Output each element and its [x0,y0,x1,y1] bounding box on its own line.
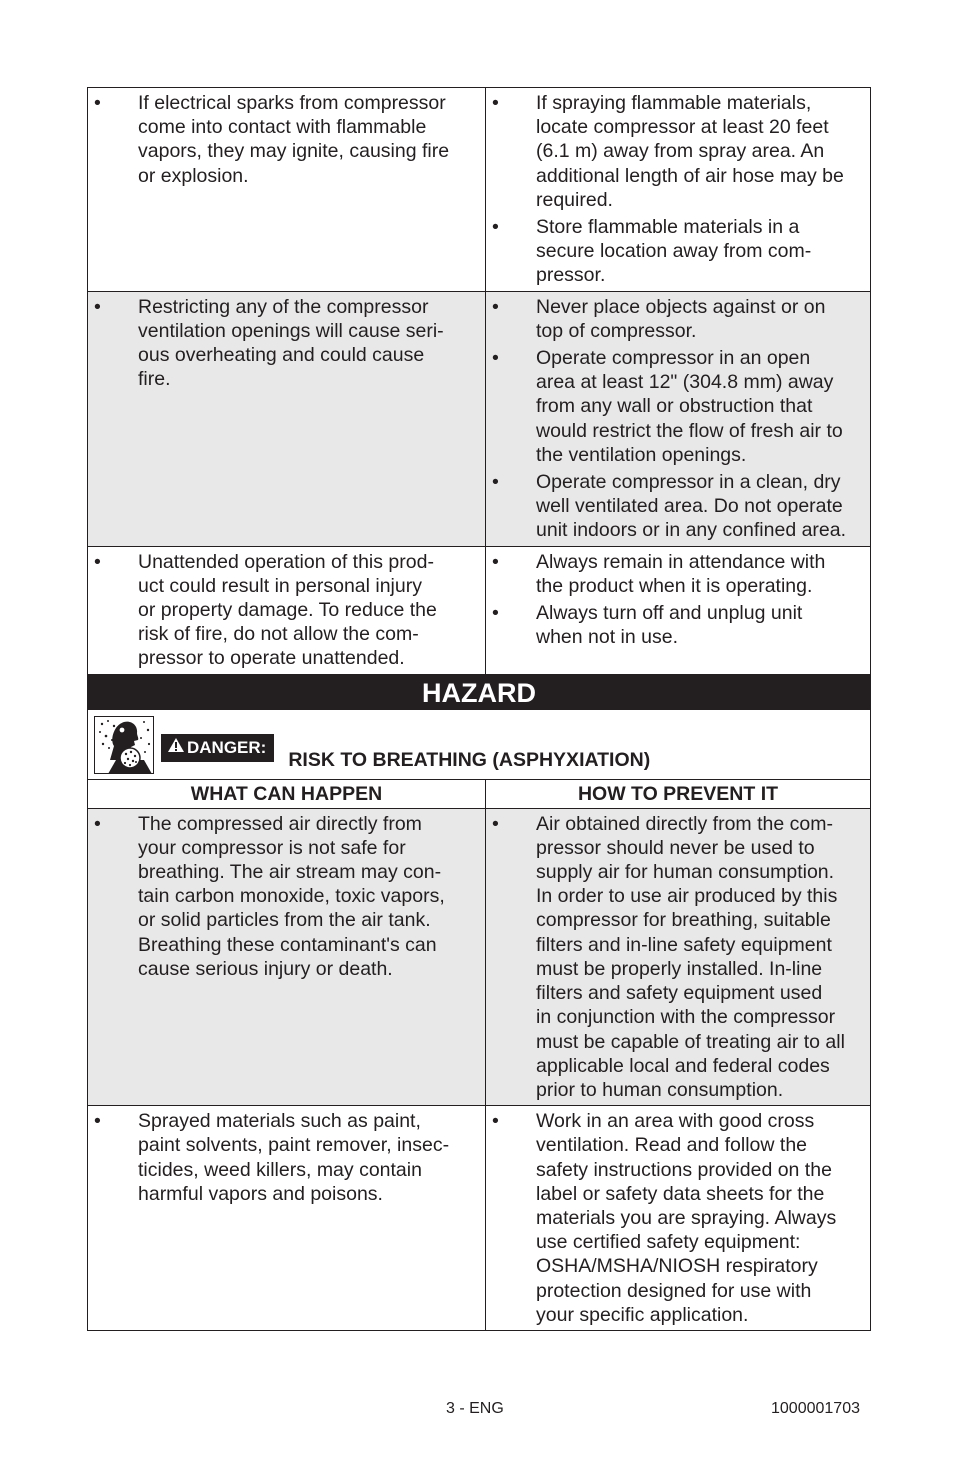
bullet: • [492,602,499,625]
how-to-prevent-cell [486,1106,871,1331]
list-item [486,470,862,543]
bullet: • [94,92,101,114]
table-row [88,291,871,546]
list-item-text: Restricting any of the compressor ventilation openings will cause seri- ous overheating and could cause fire. [138,295,444,391]
how-to-prevent-cell [486,546,871,674]
list-item-text: The compressed air directly from your compressor is not safe for breathing. The air stream may con- tain carbon monoxide, toxic vapors, or solid particles from the air tank. Breathing these contaminant's can cause serious injury or death. [138,812,445,980]
list-item [88,812,477,981]
table-row [88,1106,871,1331]
list-item [486,812,862,1102]
list-item-text: If electrical sparks from compressor come into contact with flammable vapors, they may ignite, causing fire or explosion. [138,92,450,187]
how-to-prevent-header: HOW TO PREVENT IT [486,779,871,808]
list-item-text: Sprayed materials such as paint, paint solvents, paint remover, insec- ticides, weed killers, may contain harmful vapors and poisons. [138,1110,450,1205]
bullet: • [492,812,499,835]
bullet: • [94,550,101,573]
list-item [486,550,862,598]
list-item-text: If spraying flammable materials, locate compressor at least 20 feet (6.1 m) away from spray area. An additional length of air hose may be required. [536,92,844,211]
danger-label: DANGER: [187,737,267,757]
bullet: • [492,550,499,573]
what-can-happen-cell [88,88,486,292]
bullet: • [492,471,499,494]
list-item [486,91,862,212]
danger-badge [161,734,274,762]
what-can-happen-cell [88,546,486,674]
bullet: • [492,92,499,114]
list-item-text: Always remain in attendance with the product when it is operating. [536,550,826,597]
table-row [88,546,871,674]
bullet: • [94,295,101,318]
list-item [486,215,862,288]
table-row [88,808,871,1105]
list-item [486,295,862,343]
list-item [486,1109,862,1327]
document-number: 1000001703 [771,1400,860,1417]
list-item [88,295,477,392]
what-can-happen-cell [88,1106,486,1331]
hazard-title: HAZARD [88,674,871,709]
list-item [486,601,862,649]
bullet: • [492,1110,499,1133]
list-item [88,1109,477,1206]
what-can-happen-cell [88,291,486,546]
safety-table [87,87,871,1331]
bullet: • [94,1110,101,1133]
list-item-text: Always turn off and unplug unit when not in use. [536,602,803,649]
list-item-text: Unattended operation of this prod- uct could result in personal injury or property damage. To reduce the risk of fire, do not allow the com- pressor to operate unattended. [138,550,437,670]
page-number: 3 - ENG [446,1400,504,1417]
how-to-prevent-cell [486,291,871,546]
bullet: • [94,812,101,835]
list-item [88,550,477,671]
list-item-text: Air obtained directly from the com- pressor should never be used to supply air for human consumption. In order to use air produced by this compressor for breathing, suitable filters and in-line safety equipment must be properly installed. In-line filters and safety equipment used in conjunction with the compressor must be capable of treating air to all applicable local and federal codes prior to human consumption. [536,812,845,1101]
what-can-happen-cell [88,808,486,1105]
column-header-row [88,779,871,808]
risk-title: RISK TO BREATHING (ASPHYXIATION) [288,749,651,772]
what-can-happen-header: WHAT CAN HAPPEN [88,779,486,808]
list-item-text: Operate compressor in a clean, dry well ventilated area. Do not operate unit indoors or in any confined area. [536,471,847,542]
bullet: • [492,347,499,370]
list-item [486,346,862,467]
table-row [88,88,871,292]
how-to-prevent-cell [486,808,871,1105]
list-item-text: Never place objects against or on top of compressor. [536,295,826,342]
danger-row [88,709,871,779]
respiratory-hazard-icon [94,716,154,774]
list-item [88,91,477,188]
list-item-text: Work in an area with good cross ventilation. Read and follow the safety instructions provided on the label or safety data sheets for the materials you are spraying. Always use certified safety equipment: OSHA/MSHA/NIOSH respiratory protection designed for use with your specific application. [536,1110,837,1326]
bullet: • [492,295,499,318]
list-item-text: Operate compressor in an open area at least 12" (304.8 mm) away from any wall or obstruction that would restrict the flow of fresh air to the ventilation openings. [536,347,843,466]
how-to-prevent-cell [486,88,871,292]
hazard-banner-row [88,674,871,709]
bullet: • [492,216,499,239]
warning-triangle-icon [167,737,185,759]
list-item-text: Store flammable materials in a secure location away from com- pressor. [536,216,812,287]
